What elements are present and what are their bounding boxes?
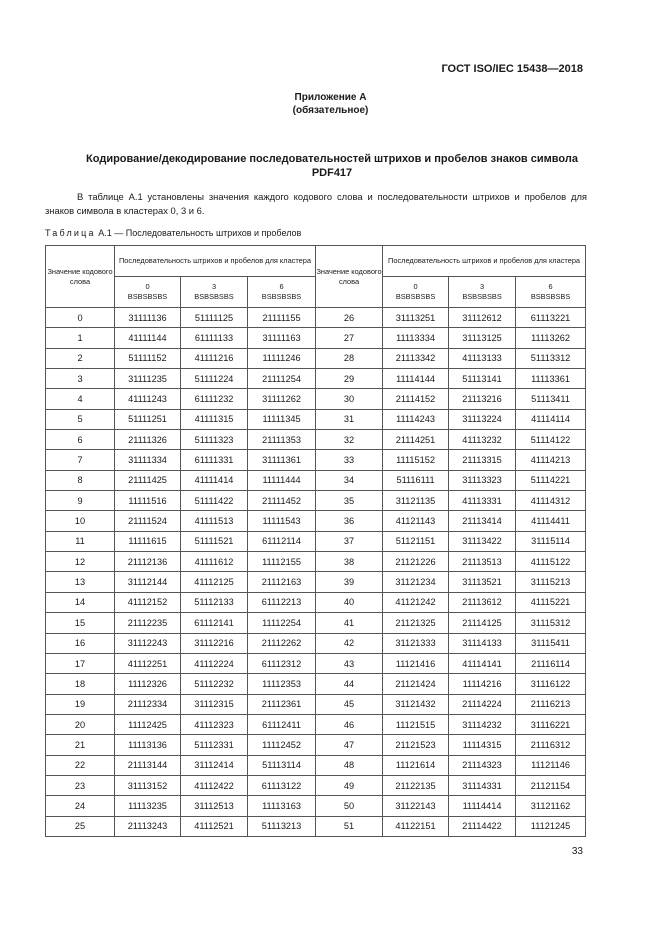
sequence-cell: 21111524 xyxy=(115,511,181,531)
sequence-cell: 31113521 xyxy=(449,572,516,592)
sequence-cell: 21113216 xyxy=(449,389,516,409)
sequence-cell: 21112334 xyxy=(115,694,181,714)
sequence-cell: 21121226 xyxy=(383,552,449,572)
sequence-cell: 31112144 xyxy=(115,572,181,592)
sequence-cell: 11114216 xyxy=(449,674,516,694)
sequence-cell: 11121515 xyxy=(383,714,449,734)
header-cluster-right xyxy=(383,277,449,308)
codeword-value-cell: 1 xyxy=(46,328,115,348)
sequence-cell: 11112326 xyxy=(115,674,181,694)
sequence-cell: 11112254 xyxy=(248,613,316,633)
codeword-value-cell: 7 xyxy=(46,450,115,470)
codeword-value-cell: 18 xyxy=(46,674,115,694)
codeword-value-cell: 49 xyxy=(316,775,383,795)
table-row xyxy=(46,531,586,551)
sequence-cell: 21113612 xyxy=(449,592,516,612)
codeword-value-cell: 34 xyxy=(316,470,383,490)
sequence-cell: 11113334 xyxy=(383,328,449,348)
cluster-pattern: BSBSBSBS xyxy=(194,292,234,301)
intro-paragraph: В таблице А.1 установлены значения каждого кодового слова и последовательности штрихов и пробелов для знаков символа в кластерах 0, 3 и 6. xyxy=(45,191,587,216)
codeword-value-cell: 19 xyxy=(46,694,115,714)
codeword-value-cell: 44 xyxy=(316,674,383,694)
sequence-cell: 31115411 xyxy=(516,633,586,653)
sequence-cell: 11112425 xyxy=(115,714,181,734)
sequence-cell: 61111133 xyxy=(181,328,248,348)
codeword-value-cell: 30 xyxy=(316,389,383,409)
table-caption-label: Таблица xyxy=(45,228,96,238)
cluster-number: 6 xyxy=(548,282,553,291)
sequence-cell: 61111331 xyxy=(181,450,248,470)
sequence-cell: 21116114 xyxy=(516,653,586,673)
cluster-number: 6 xyxy=(279,282,284,291)
sequence-cell: 41111315 xyxy=(181,409,248,429)
sequence-cell: 31121432 xyxy=(383,694,449,714)
codeword-value-cell: 9 xyxy=(46,491,115,511)
codeword-value-cell: 48 xyxy=(316,755,383,775)
codeword-value-cell: 8 xyxy=(46,470,115,490)
sequence-cell: 31113251 xyxy=(383,308,449,328)
codeword-value-cell: 27 xyxy=(316,328,383,348)
sequence-cell: 21113243 xyxy=(115,816,181,836)
codeword-value-cell: 26 xyxy=(316,308,383,328)
table-row xyxy=(46,328,586,348)
header-cluster-right xyxy=(449,277,516,308)
sequence-cell: 21112136 xyxy=(115,552,181,572)
sequence-cell: 31111235 xyxy=(115,369,181,389)
sequence-cell: 31111361 xyxy=(248,450,316,470)
sequence-cell: 21111254 xyxy=(248,369,316,389)
sequence-cell: 11113361 xyxy=(516,369,586,389)
sequence-cell: 21111452 xyxy=(248,491,316,511)
sequence-cell: 31121234 xyxy=(383,572,449,592)
annex-status: (обязательное) xyxy=(292,105,369,116)
cluster-number: 3 xyxy=(211,282,217,291)
sequence-cell: 41112251 xyxy=(115,653,181,673)
table-row xyxy=(46,694,586,714)
sequence-cell: 41111612 xyxy=(181,552,248,572)
sequence-cell: 21121325 xyxy=(383,613,449,633)
sequence-cell: 21112262 xyxy=(248,633,316,653)
sequence-cell: 21114152 xyxy=(383,389,449,409)
codeword-value-cell: 37 xyxy=(316,531,383,551)
sequence-cell: 41121143 xyxy=(383,511,449,531)
codeword-value-cell: 0 xyxy=(46,308,115,328)
codeword-value-cell: 24 xyxy=(46,796,115,816)
sequence-cell: 31113224 xyxy=(449,409,516,429)
codeword-value-cell: 51 xyxy=(316,816,383,836)
codeword-value-cell: 2 xyxy=(46,348,115,368)
header-codeword-value-left: Значение кодового слова xyxy=(46,246,115,308)
sequence-cell: 41115221 xyxy=(516,592,586,612)
barcode-pattern-table xyxy=(45,245,586,837)
header-codeword-value-right: Значение кодового слова xyxy=(316,246,383,308)
sequence-cell: 51111251 xyxy=(115,409,181,429)
annex-title-block xyxy=(0,91,661,117)
sequence-cell: 61113122 xyxy=(248,775,316,795)
sequence-cell: 11113136 xyxy=(115,735,181,755)
codeword-value-cell: 3 xyxy=(46,369,115,389)
sequence-cell: 61111232 xyxy=(181,389,248,409)
sequence-cell: 11113235 xyxy=(115,796,181,816)
codeword-value-cell: 28 xyxy=(316,348,383,368)
header-sequence-group-left: Последовательность штрихов и пробелов для кластера xyxy=(115,246,316,277)
sequence-cell: 51114221 xyxy=(516,470,586,490)
sequence-cell: 51111323 xyxy=(181,430,248,450)
cluster-pattern: BSBSBSBS xyxy=(462,292,502,301)
sequence-cell: 11112452 xyxy=(248,735,316,755)
sequence-cell: 51112133 xyxy=(181,592,248,612)
codeword-value-cell: 40 xyxy=(316,592,383,612)
sequence-cell: 21111353 xyxy=(248,430,316,450)
sequence-cell: 41113232 xyxy=(449,430,516,450)
header-sequence-group-right: Последовательность штрихов и пробелов для кластера xyxy=(383,246,586,277)
codeword-value-cell: 35 xyxy=(316,491,383,511)
codeword-value-cell: 11 xyxy=(46,531,115,551)
sequence-cell: 41112152 xyxy=(115,592,181,612)
table-row xyxy=(46,796,586,816)
sequence-cell: 41111216 xyxy=(181,348,248,368)
cluster-pattern: BSBSBSBS xyxy=(530,292,571,301)
sequence-cell: 41114411 xyxy=(516,511,586,531)
codeword-value-cell: 5 xyxy=(46,409,115,429)
table-row xyxy=(46,409,586,429)
sequence-cell: 11115152 xyxy=(383,450,449,470)
sequence-cell: 11121245 xyxy=(516,816,586,836)
sequence-cell: 61112141 xyxy=(181,613,248,633)
sequence-cell: 41121242 xyxy=(383,592,449,612)
codeword-value-cell: 14 xyxy=(46,592,115,612)
sequence-cell: 21113342 xyxy=(383,348,449,368)
sequence-cell: 41112422 xyxy=(181,775,248,795)
sequence-cell: 61112114 xyxy=(248,531,316,551)
sequence-cell: 51111125 xyxy=(181,308,248,328)
sequence-cell: 21116312 xyxy=(516,735,586,755)
cluster-number: 0 xyxy=(145,282,150,291)
sequence-cell: 41114114 xyxy=(516,409,586,429)
table-row xyxy=(46,450,586,470)
sequence-cell: 31112243 xyxy=(115,633,181,653)
sequence-cell: 31112414 xyxy=(181,755,248,775)
codeword-value-cell: 6 xyxy=(46,430,115,450)
sequence-cell: 21111326 xyxy=(115,430,181,450)
sequence-cell: 31114232 xyxy=(449,714,516,734)
sequence-cell: 41114141 xyxy=(449,653,516,673)
annex-title: Приложение А xyxy=(294,92,367,103)
sequence-cell: 61112411 xyxy=(248,714,316,734)
sequence-cell: 31122143 xyxy=(383,796,449,816)
sequence-cell: 41112521 xyxy=(181,816,248,836)
sequence-cell: 21114323 xyxy=(449,755,516,775)
codeword-value-cell: 25 xyxy=(46,816,115,836)
cluster-pattern: BSBSBSBS xyxy=(127,292,168,301)
sequence-cell: 41114213 xyxy=(516,450,586,470)
table-row xyxy=(46,572,586,592)
sequence-cell: 11121146 xyxy=(516,755,586,775)
codeword-value-cell: 15 xyxy=(46,613,115,633)
sequence-cell: 11111615 xyxy=(115,531,181,551)
sequence-cell: 51113213 xyxy=(248,816,316,836)
cluster-number: 3 xyxy=(479,282,485,291)
table-row xyxy=(46,308,586,328)
sequence-cell: 51113114 xyxy=(248,755,316,775)
header-cluster-right xyxy=(516,277,586,308)
sequence-cell: 51116111 xyxy=(383,470,449,490)
table-caption-text: А.1 — Последовательность штрихов и пробелов xyxy=(98,228,302,238)
sequence-cell: 51112232 xyxy=(181,674,248,694)
table-row xyxy=(46,775,586,795)
sequence-cell: 31112216 xyxy=(181,633,248,653)
table-row xyxy=(46,389,586,409)
codeword-value-cell: 39 xyxy=(316,572,383,592)
codeword-value-cell: 10 xyxy=(46,511,115,531)
sequence-cell: 11113163 xyxy=(248,796,316,816)
sequence-cell: 21122135 xyxy=(383,775,449,795)
codeword-value-cell: 20 xyxy=(46,714,115,734)
sequence-cell: 31111262 xyxy=(248,389,316,409)
sequence-cell: 41112125 xyxy=(181,572,248,592)
codeword-value-cell: 13 xyxy=(46,572,115,592)
sequence-cell: 51113312 xyxy=(516,348,586,368)
sequence-cell: 11111345 xyxy=(248,409,316,429)
cluster-pattern: BSBSBSBS xyxy=(395,292,436,301)
codeword-value-cell: 47 xyxy=(316,735,383,755)
sequence-cell: 31114133 xyxy=(449,633,516,653)
sequence-cell: 21121154 xyxy=(516,775,586,795)
page-number: 33 xyxy=(571,846,583,857)
sequence-cell: 21111155 xyxy=(248,308,316,328)
sequence-cell: 11112353 xyxy=(248,674,316,694)
codeword-value-cell: 17 xyxy=(46,653,115,673)
sequence-cell: 31112315 xyxy=(181,694,248,714)
sequence-cell: 41113133 xyxy=(449,348,516,368)
sequence-cell: 11111516 xyxy=(115,491,181,511)
sequence-cell: 41115122 xyxy=(516,552,586,572)
sequence-cell: 31111136 xyxy=(115,308,181,328)
table-row xyxy=(46,491,586,511)
table-body xyxy=(46,308,586,837)
codeword-value-cell: 36 xyxy=(316,511,383,531)
sequence-cell: 21121424 xyxy=(383,674,449,694)
table-row xyxy=(46,674,586,694)
sequence-cell: 21112235 xyxy=(115,613,181,633)
sequence-cell: 21111425 xyxy=(115,470,181,490)
sequence-cell: 61112312 xyxy=(248,653,316,673)
sequence-cell: 61112213 xyxy=(248,592,316,612)
sequence-cell: 21114125 xyxy=(449,613,516,633)
sequence-cell: 41111144 xyxy=(115,328,181,348)
sequence-cell: 31114331 xyxy=(449,775,516,795)
table-row xyxy=(46,714,586,734)
codeword-value-cell: 50 xyxy=(316,796,383,816)
sequence-cell: 31111334 xyxy=(115,450,181,470)
sequence-cell: 21114251 xyxy=(383,430,449,450)
codeword-value-cell: 23 xyxy=(46,775,115,795)
codeword-value-cell: 12 xyxy=(46,552,115,572)
codeword-value-cell: 22 xyxy=(46,755,115,775)
sequence-cell: 11111444 xyxy=(248,470,316,490)
sequence-cell: 21112163 xyxy=(248,572,316,592)
codeword-value-cell: 33 xyxy=(316,450,383,470)
sequence-cell: 51111521 xyxy=(181,531,248,551)
sequence-cell: 51111422 xyxy=(181,491,248,511)
sequence-cell: 11121416 xyxy=(383,653,449,673)
sequence-cell: 31116122 xyxy=(516,674,586,694)
sequence-cell: 41112224 xyxy=(181,653,248,673)
sequence-cell: 31113125 xyxy=(449,328,516,348)
table-row xyxy=(46,369,586,389)
sequence-cell: 21114422 xyxy=(449,816,516,836)
sequence-cell: 31121333 xyxy=(383,633,449,653)
sequence-cell: 51112331 xyxy=(181,735,248,755)
table-row xyxy=(46,735,586,755)
sequence-cell: 11113262 xyxy=(516,328,586,348)
table-row xyxy=(46,430,586,450)
sequence-cell: 41111243 xyxy=(115,389,181,409)
sequence-cell: 31115213 xyxy=(516,572,586,592)
sequence-cell: 51114122 xyxy=(516,430,586,450)
codeword-value-cell: 45 xyxy=(316,694,383,714)
sequence-cell: 21113144 xyxy=(115,755,181,775)
sequence-cell: 21114224 xyxy=(449,694,516,714)
table-row xyxy=(46,470,586,490)
sequence-cell: 31121135 xyxy=(383,491,449,511)
codeword-value-cell: 4 xyxy=(46,389,115,409)
codeword-value-cell: 21 xyxy=(46,735,115,755)
codeword-value-cell: 43 xyxy=(316,653,383,673)
sequence-cell: 41111513 xyxy=(181,511,248,531)
sequence-cell: 51121151 xyxy=(383,531,449,551)
header-cluster-left xyxy=(248,277,316,308)
sequence-cell: 31113152 xyxy=(115,775,181,795)
sequence-cell: 31112513 xyxy=(181,796,248,816)
sequence-cell: 31115114 xyxy=(516,531,586,551)
sequence-cell: 11112155 xyxy=(248,552,316,572)
standard-designation: ГОСТ ISO/IEC 15438—2018 xyxy=(441,63,583,75)
sequence-cell: 11114315 xyxy=(449,735,516,755)
codeword-value-cell: 29 xyxy=(316,369,383,389)
table-caption xyxy=(45,228,301,238)
table-row xyxy=(46,633,586,653)
table-row xyxy=(46,816,586,836)
sequence-cell: 41112323 xyxy=(181,714,248,734)
sequence-cell: 11114243 xyxy=(383,409,449,429)
table-row xyxy=(46,511,586,531)
sequence-cell: 31113323 xyxy=(449,470,516,490)
sequence-cell: 31113422 xyxy=(449,531,516,551)
sequence-cell: 11114144 xyxy=(383,369,449,389)
codeword-value-cell: 46 xyxy=(316,714,383,734)
section-heading-line2: PDF417 xyxy=(311,167,353,179)
codeword-value-cell: 41 xyxy=(316,613,383,633)
sequence-cell: 31116221 xyxy=(516,714,586,734)
codeword-value-cell: 38 xyxy=(316,552,383,572)
codeword-value-cell: 31 xyxy=(316,409,383,429)
sequence-cell: 21113513 xyxy=(449,552,516,572)
sequence-cell: 51111224 xyxy=(181,369,248,389)
header-cluster-left xyxy=(115,277,181,308)
sequence-cell: 21116213 xyxy=(516,694,586,714)
sequence-cell: 21113414 xyxy=(449,511,516,531)
table-row xyxy=(46,552,586,572)
sequence-cell: 41114312 xyxy=(516,491,586,511)
table-row xyxy=(46,613,586,633)
cluster-pattern: BSBSBSBS xyxy=(261,292,302,301)
sequence-cell: 51113411 xyxy=(516,389,586,409)
table-row xyxy=(46,755,586,775)
sequence-cell: 21113315 xyxy=(449,450,516,470)
codeword-value-cell: 16 xyxy=(46,633,115,653)
sequence-cell: 21112361 xyxy=(248,694,316,714)
sequence-cell: 11111543 xyxy=(248,511,316,531)
cluster-number: 0 xyxy=(413,282,418,291)
codeword-value-cell: 42 xyxy=(316,633,383,653)
sequence-cell: 41111414 xyxy=(181,470,248,490)
section-heading-line1: Кодирование/декодирование последовательностей штрихов и пробелов знаков символа xyxy=(86,153,578,165)
sequence-cell: 51113141 xyxy=(449,369,516,389)
sequence-cell: 51111152 xyxy=(115,348,181,368)
sequence-cell: 21121523 xyxy=(383,735,449,755)
sequence-cell: 31112612 xyxy=(449,308,516,328)
sequence-cell: 61113221 xyxy=(516,308,586,328)
sequence-cell: 31121162 xyxy=(516,796,586,816)
sequence-cell: 11111246 xyxy=(248,348,316,368)
sequence-cell: 11121614 xyxy=(383,755,449,775)
sequence-cell: 41113331 xyxy=(449,491,516,511)
table-row xyxy=(46,348,586,368)
sequence-cell: 31115312 xyxy=(516,613,586,633)
table-row xyxy=(46,592,586,612)
header-cluster-left xyxy=(181,277,248,308)
sequence-cell: 11114414 xyxy=(449,796,516,816)
section-heading xyxy=(45,152,619,180)
codeword-value-cell: 32 xyxy=(316,430,383,450)
sequence-cell: 31111163 xyxy=(248,328,316,348)
table-row xyxy=(46,653,586,673)
sequence-cell: 41122151 xyxy=(383,816,449,836)
